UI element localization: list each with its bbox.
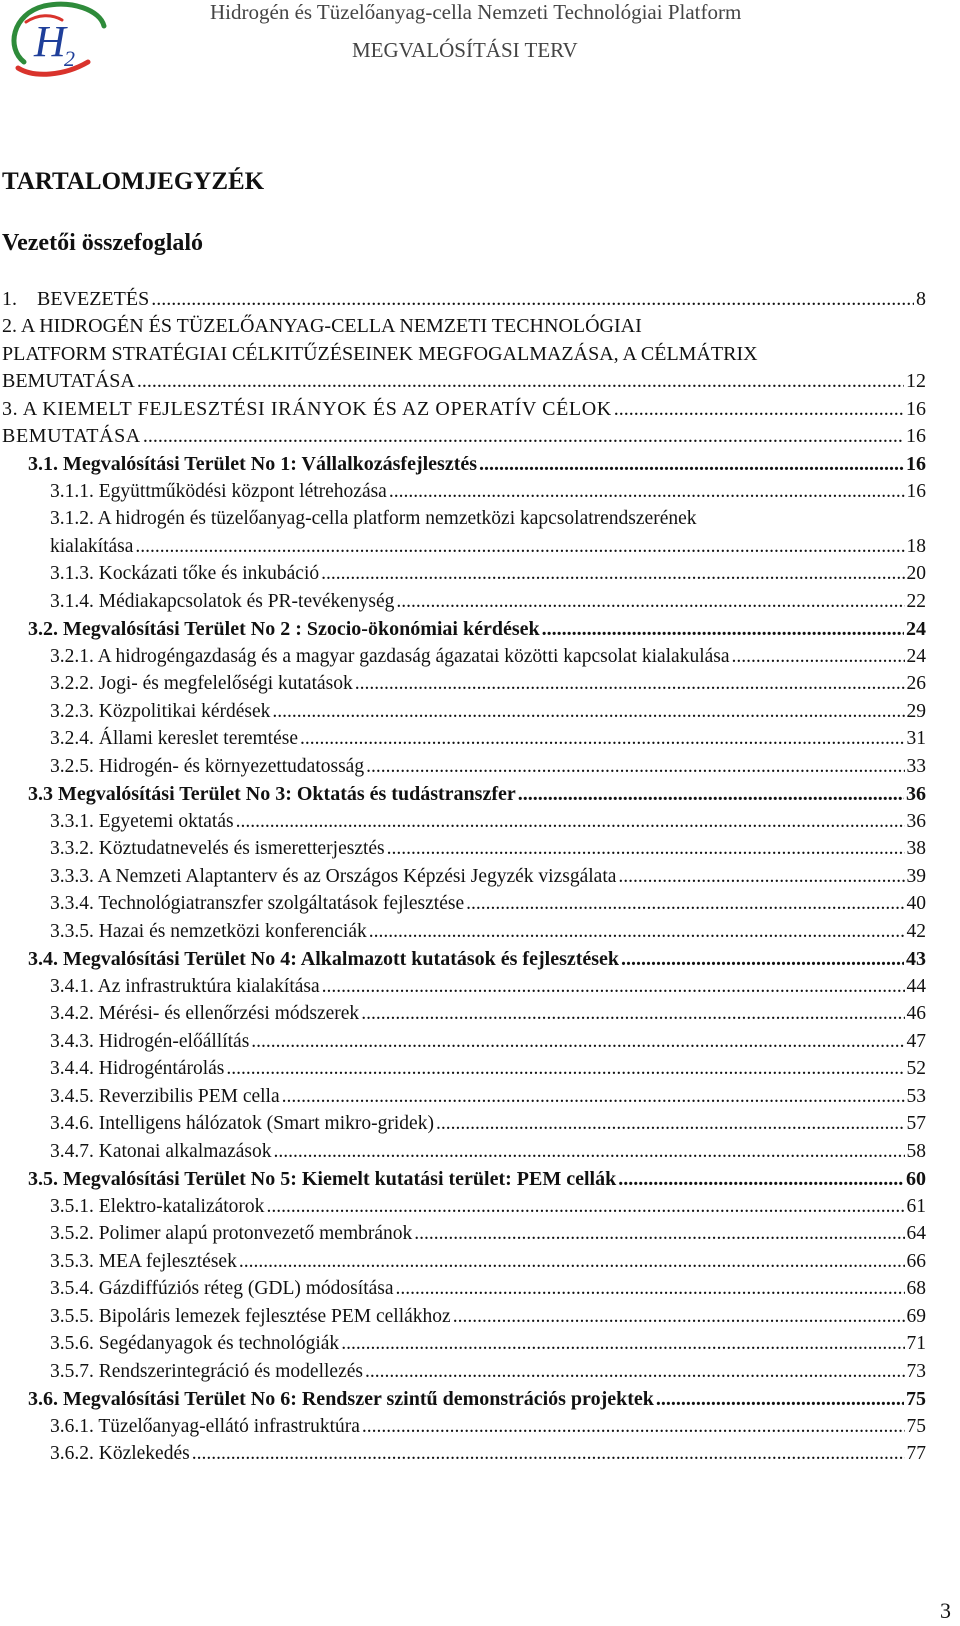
h2-logo (4, 0, 114, 78)
page-number: 3 (940, 1598, 951, 1623)
toc-entry-3-4-5[interactable]: 3.4.5. Reverzibilis PEM cella ..... 53 (50, 1086, 926, 1108)
toc-page: 8 (916, 288, 926, 310)
toc-entry-3-4-2[interactable]: 3.4.2. Mérési- és ellenőrzési módszerek ..... 46 (50, 1003, 926, 1025)
toc-entry-3-5-4[interactable]: 3.5.4. Gázdiffúziós réteg (GDL) módosítása ..... 68 (50, 1278, 926, 1300)
toc-entry-3-2-3[interactable]: 3.2.3. Közpolitikai kérdések ..... 29 (50, 701, 926, 723)
toc-entry-3-4[interactable]: 3.4. Megvalósítási Terület No 4: Alkalmazott kutatások és fejlesztések ..... 43 (28, 948, 926, 971)
executive-summary-link[interactable]: Vezetői összefoglaló (2, 230, 204, 256)
toc-entry-3-5-1[interactable]: 3.5.1. Elektro-katalizátorok ..... 61 (50, 1196, 926, 1218)
toc-entry-3-1-2[interactable]: kialakítása ..... 18 (50, 536, 926, 558)
header-subtitle: MEGVALÓSÍTÁSI TERV (352, 38, 578, 62)
toc-entry-3-4-4[interactable]: 3.4.4. Hidrogéntárolás ..... 52 (50, 1058, 926, 1080)
toc-entry-3-3-1[interactable]: 3.3.1. Egyetemi oktatás ..... 36 (50, 811, 926, 833)
toc-entry-3-2-1[interactable]: 3.2.1. A hidrogéngazdaság és a magyar gazdaság ágazatai közötti kapcsolat kialakulása ..... 24 (50, 646, 926, 668)
toc-entry-3-2-2[interactable]: 3.2.2. Jogi- és megfelelőségi kutatások ..... 26 (50, 673, 926, 695)
toc-entry-2-line2[interactable]: PLATFORM STRATÉGIAI CÉLKITŰZÉSEINEK MEGFOGALMAZÁSA, A CÉLMÁTRIX (2, 343, 758, 365)
toc-entry-3-1-3[interactable]: 3.1.3. Kockázati tőke és inkubáció ..... 20 (50, 563, 926, 585)
toc-entry-3-1-2-line1[interactable]: 3.1.2. A hidrogén és tüzelőanyag-cella platform nemzetközi kapcsolatrendszerének (50, 508, 697, 529)
toc-page: 16 (906, 425, 926, 447)
toc-entry-3[interactable]: 3. A KIEMELT FEJLESZTÉSI IRÁNYOK ÉS AZ OPERATÍV CÉLOK ..... 16 (2, 398, 926, 421)
toc-entry-3-5-2[interactable]: 3.5.2. Polimer alapú protonvezető membránok ..... 64 (50, 1223, 926, 1245)
toc-page: 16 (906, 398, 926, 420)
svg-text:H: H (34, 17, 66, 66)
toc-entry-3-1-1[interactable]: 3.1.1. Együttműködési központ létrehozása ..... 16 (50, 481, 926, 503)
toc-entry-3-3[interactable]: 3.3 Megvalósítási Terület No 3: Oktatás és tudástranszfer ..... 36 (28, 783, 926, 806)
toc-entry-3-2[interactable]: 3.2. Megvalósítási Terület No 2 : Szocio-ökonómiai kérdések ..... 24 (28, 618, 926, 641)
toc-entry-3-5-5[interactable]: 3.5.5. Bipoláris lemezek fejlesztése PEM cellákhoz ..... 69 (50, 1306, 926, 1328)
toc-entry-3-3-2[interactable]: 3.3.2. Köztudatnevelés és ismeretterjesztés ..... 38 (50, 838, 926, 860)
svg-text:2: 2 (64, 46, 75, 71)
header-title: Hidrogén és Tüzelőanyag-cella Nemzeti Technológiai Platform (210, 0, 742, 24)
toc-entry-3-6-2[interactable]: 3.6.2. Közlekedés ..... 77 (50, 1443, 926, 1465)
toc-entry-3-2-5[interactable]: 3.2.5. Hidrogén- és környezettudatosság ..... 33 (50, 756, 926, 778)
toc-entry-3-6-1[interactable]: 3.6.1. Tüzelőanyag-ellátó infrastruktúra ..... 75 (50, 1416, 926, 1438)
toc-entry-3-2-4[interactable]: 3.2.4. Állami kereslet teremtése ..... 31 (50, 728, 926, 750)
toc-entry-3-5-7[interactable]: 3.5.7. Rendszerintegráció és modellezés ..... 73 (50, 1361, 926, 1383)
toc-entry-1[interactable]: 1. BEVEZETÉS ..... 8 (2, 288, 926, 311)
toc-entry-3-5-6[interactable]: 3.5.6. Segédanyagok és technológiák ..... 71 (50, 1333, 926, 1355)
toc-entry-3-1[interactable]: 3.1. Megvalósítási Terület No 1: Vállalkozásfejlesztés ..... 16 (28, 453, 926, 476)
toc-entry-3-3-5[interactable]: 3.3.5. Hazai és nemzetközi konferenciák ..... 42 (50, 921, 926, 943)
toc-entry-3-3-4[interactable]: 3.3.4. Technológiatranszfer szolgáltatások fejlesztése ..... 40 (50, 893, 926, 915)
toc-entry-2[interactable]: BEMUTATÁSA ..... 12 (2, 370, 926, 393)
toc-entry-3-5[interactable]: 3.5. Megvalósítási Terület No 5: Kiemelt kutatási terület: PEM cellák ..... 60 (28, 1168, 926, 1191)
toc-entry-3-6[interactable]: 3.6. Megvalósítási Terület No 6: Rendszer szintű demonstrációs projektek ..... 75 (28, 1388, 926, 1411)
toc-entry-3-4-6[interactable]: 3.4.6. Intelligens hálózatok (Smart mikro-gridek) ..... 57 (50, 1113, 926, 1135)
toc-heading: TARTALOMJEGYZÉK (2, 168, 265, 195)
toc-entry-3-4-1[interactable]: 3.4.1. Az infrastruktúra kialakítása ..... 44 (50, 976, 926, 998)
toc-entry-3-b[interactable]: BEMUTATÁSA ..... 16 (2, 425, 926, 448)
toc-entry-3-4-7[interactable]: 3.4.7. Katonai alkalmazások ..... 58 (50, 1141, 926, 1163)
toc-entry-3-4-3[interactable]: 3.4.3. Hidrogén-előállítás ..... 47 (50, 1031, 926, 1053)
toc-page: 12 (906, 370, 926, 392)
toc-entry-3-1-4[interactable]: 3.1.4. Médiakapcsolatok és PR-tevékenység ..... 22 (50, 591, 926, 613)
toc-entry-3-3-3[interactable]: 3.3.3. A Nemzeti Alaptanterv és az Országos Képzési Jegyzék vizsgálata ..... 39 (50, 866, 926, 888)
toc-entry-2-line1[interactable]: 2. A HIDROGÉN ÉS TÜZELŐANYAG-CELLA NEMZETI TECHNOLÓGIAI (2, 315, 642, 337)
toc-entry-3-5-3[interactable]: 3.5.3. MEA fejlesztések ..... 66 (50, 1251, 926, 1273)
